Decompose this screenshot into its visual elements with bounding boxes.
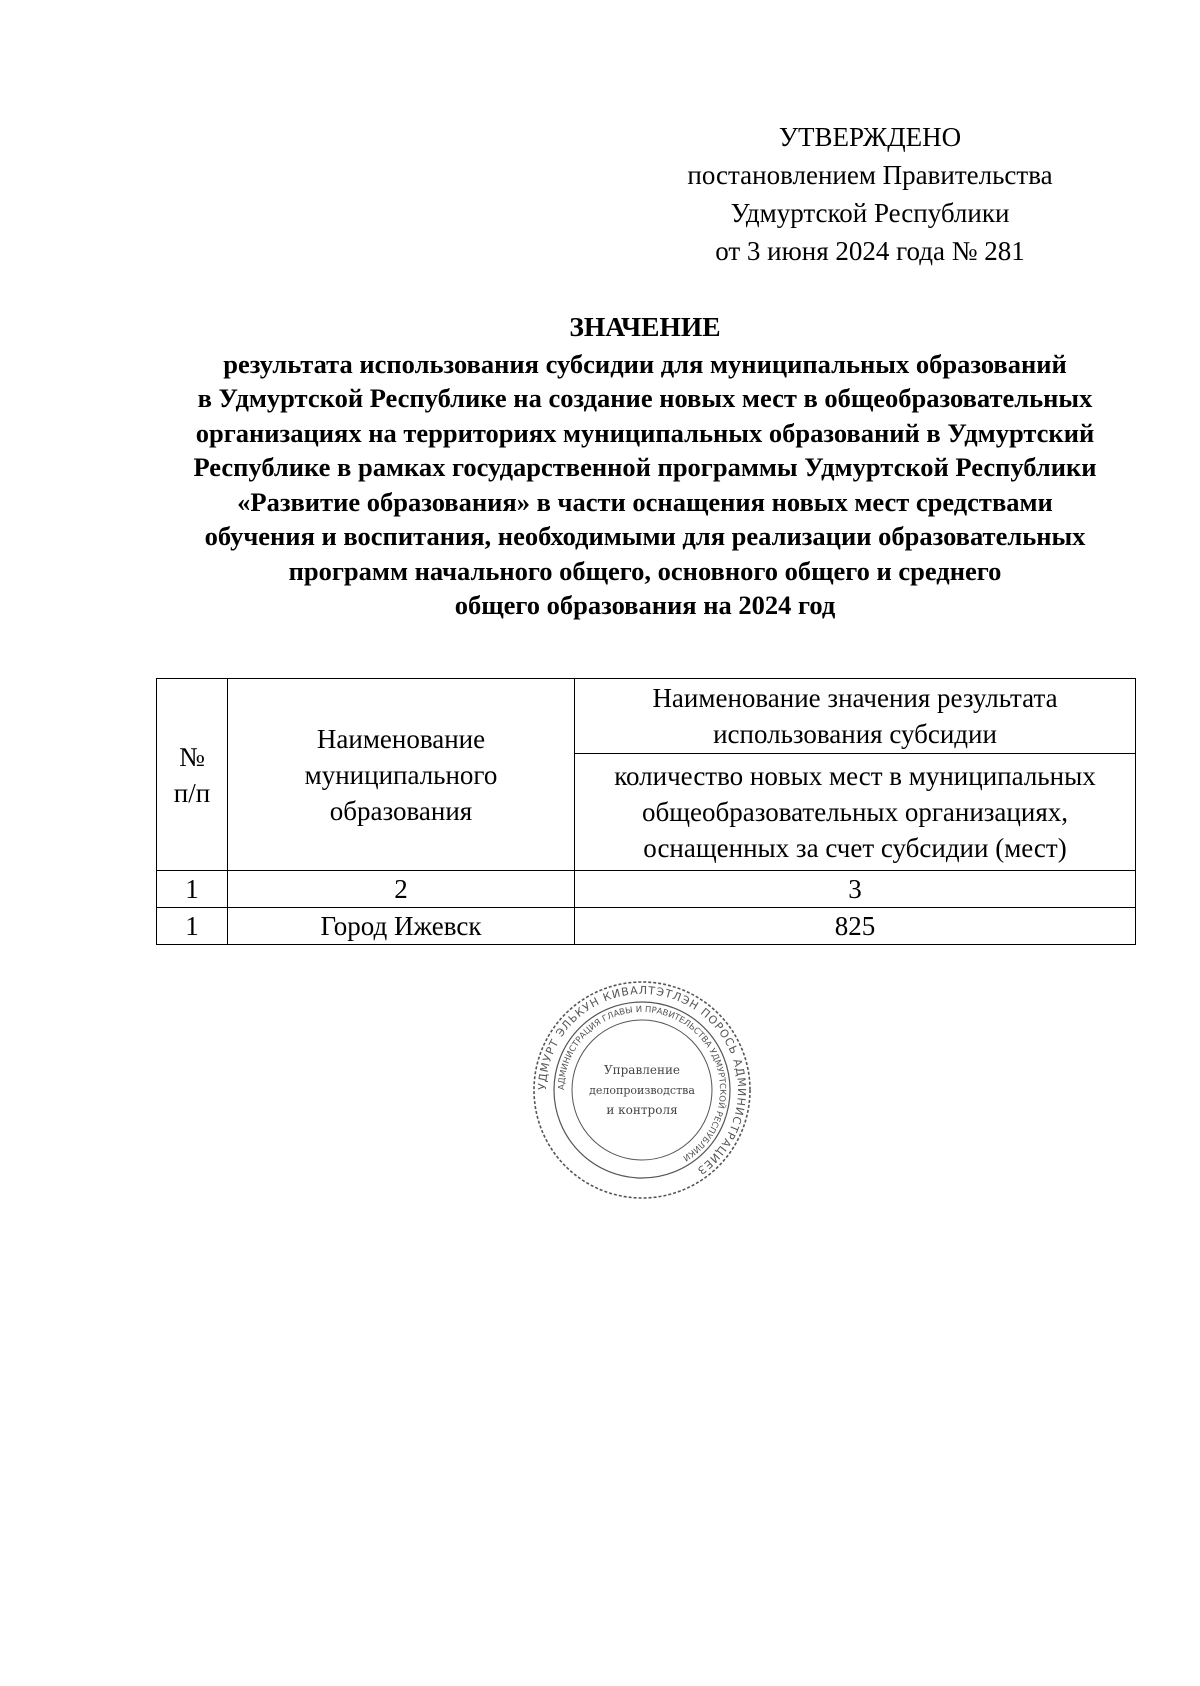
header-result-sub-cell xyxy=(575,754,1136,871)
approval-label: УТВЕРЖДЕНО xyxy=(778,122,962,152)
stamp-ring-text: АДМИНИСТРАЦИЯ ГЛАВЫ И ПРАВИТЕЛЬСТВА УДМУРТСКОЙ РЕСПУБЛИКИ xyxy=(556,1004,728,1163)
subsidy-table xyxy=(156,678,1136,945)
header-number-label: п/п xyxy=(173,777,211,808)
stamp-center-line: и контроля xyxy=(606,1103,678,1117)
stamp-outer-text: УДМУРТ ЭЛЬКУН КИВАЛТЭТЛЭН ПОРОСЬ АДМИНИСТРАЦИЕЗ xyxy=(535,983,749,1178)
header-result-group-line: использования субсидии xyxy=(713,719,997,749)
title-line: «Развитие образования» в части оснащения новых мест средствами xyxy=(237,486,1053,517)
column-number: 1 xyxy=(157,871,228,908)
title-line: в Удмуртской Республике на создание новых мест в общеобразовательных xyxy=(197,383,1093,413)
document-title xyxy=(130,310,1160,623)
header-municipality-cell xyxy=(228,679,575,871)
stamp-center-line: делопроизводства xyxy=(589,1084,695,1097)
header-result-group-cell xyxy=(575,679,1136,754)
header-municipality-line: Наименование xyxy=(316,723,486,754)
title-line: организациях на территориях муниципальных образований в Удмуртский xyxy=(195,417,1095,448)
title-line: обучения и воспитания, необходимыми для реализации образовательных xyxy=(204,521,1086,551)
row-number: 1 xyxy=(157,908,228,945)
stamp-center-line: Управление xyxy=(603,1063,681,1077)
approval-line-3: от 3 июня 2024 года № 281 xyxy=(715,236,1025,266)
table-header-row xyxy=(157,679,1136,754)
row-municipality: Город Ижевск xyxy=(228,908,575,945)
column-numbering-row xyxy=(157,871,1136,908)
table-row xyxy=(157,908,1136,945)
title-line: результата использования субсидии для муниципальных образований xyxy=(223,348,1067,379)
header-result-sub-line: оснащенных за счет субсидии (мест) xyxy=(643,833,1067,863)
title-line: программ начального общего, основного общего и среднего xyxy=(288,555,1002,586)
title-line: Республике в рамках государственной программы Удмуртской Республики xyxy=(193,452,1097,482)
header-result-sub-line: общеобразовательных организациях, xyxy=(641,797,1068,827)
header-municipality-line: образования xyxy=(329,795,473,826)
header-number-cell xyxy=(157,679,228,871)
title-heading: ЗНАЧЕНИЕ xyxy=(569,311,721,342)
approval-block xyxy=(640,118,1100,270)
header-result-sub-line: количество новых мест в муниципальных xyxy=(614,761,1096,791)
approval-line-1: постановлением Правительства xyxy=(687,160,1053,190)
approval-line-2: Удмуртской Республики xyxy=(730,198,1010,228)
header-result-group-line: Наименование значения результата xyxy=(652,683,1058,713)
header-number-symbol: № xyxy=(179,741,205,772)
column-number: 3 xyxy=(575,871,1136,908)
title-line: общего образования на 2024 год xyxy=(454,590,836,620)
official-stamp-icon xyxy=(530,978,754,1202)
column-number: 2 xyxy=(228,871,575,908)
header-municipality-line: муниципального xyxy=(304,759,498,790)
row-value: 825 xyxy=(575,908,1136,945)
